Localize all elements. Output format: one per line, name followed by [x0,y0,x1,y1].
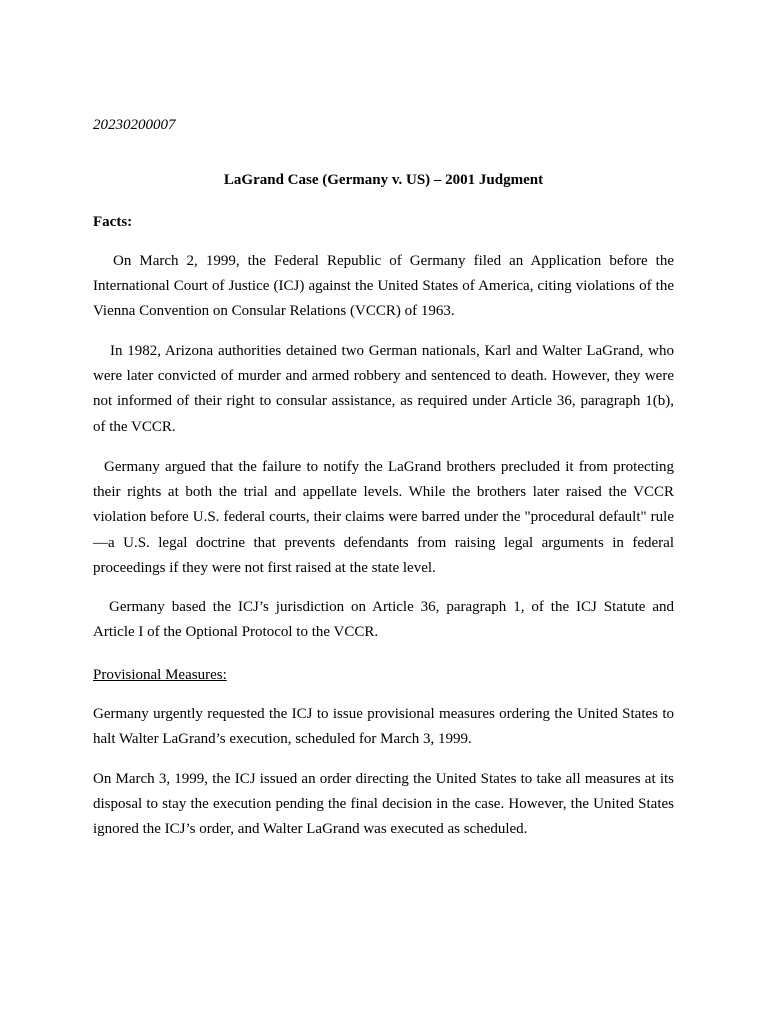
facts-paragraph-2: In 1982, Arizona authorities detained two German nationals, Karl and Walter LaGrand, who were later convicted of murder and armed robbery and sentenced to death. However, they were not informed of their right to consular assistance, as required under Article 36, paragraph 1(b), of the VCCR. [93,343,674,435]
facts-paragraph-1: On March 2, 1999, the Federal Republic of Germany filed an Application before the International Court of Justice (ICJ) against the United States of America, citing violations of the Vienna Convention on Consular Relations (VCCR) of 1963. [93,253,674,320]
document-id: 20230200007 [93,117,176,133]
provisional-measures-heading: Provisional Measures: [93,667,227,683]
facts-paragraph-4: Germany based the ICJ’s jurisdiction on Article 36, paragraph 1, of the ICJ Statute and Article I of the Optional Protocol to the VCCR. [93,599,674,641]
document-title: LaGrand Case (Germany v. US) – 2001 Judgment [223,172,544,188]
provisional-measures-paragraph-2: On March 3, 1999, the ICJ issued an order directing the United States to take all measures at its disposal to stay the execution pending the final decision in the case. However, the United States ignored the ICJ’s order, and Walter LaGrand was executed as scheduled. [93,771,674,838]
document-page [93,0,674,1024]
facts-paragraph-3: Germany argued that the failure to notify the LaGrand brothers precluded it from protecting their rights at both the trial and appellate levels. While the brothers later raised the VCCR violation before U.S. federal courts, their claims were barred under the "procedural default" rule—a U.S. legal doctrine that prevents defendants from raising legal arguments in federal proceedings if they were not first raised at the state level. [93,459,674,576]
facts-heading: Facts: [93,214,133,230]
provisional-measures-paragraph-1: Germany urgently requested the ICJ to issue provisional measures ordering the United States to halt Walter LaGrand’s execution, scheduled for March 3, 1999. [93,706,674,748]
